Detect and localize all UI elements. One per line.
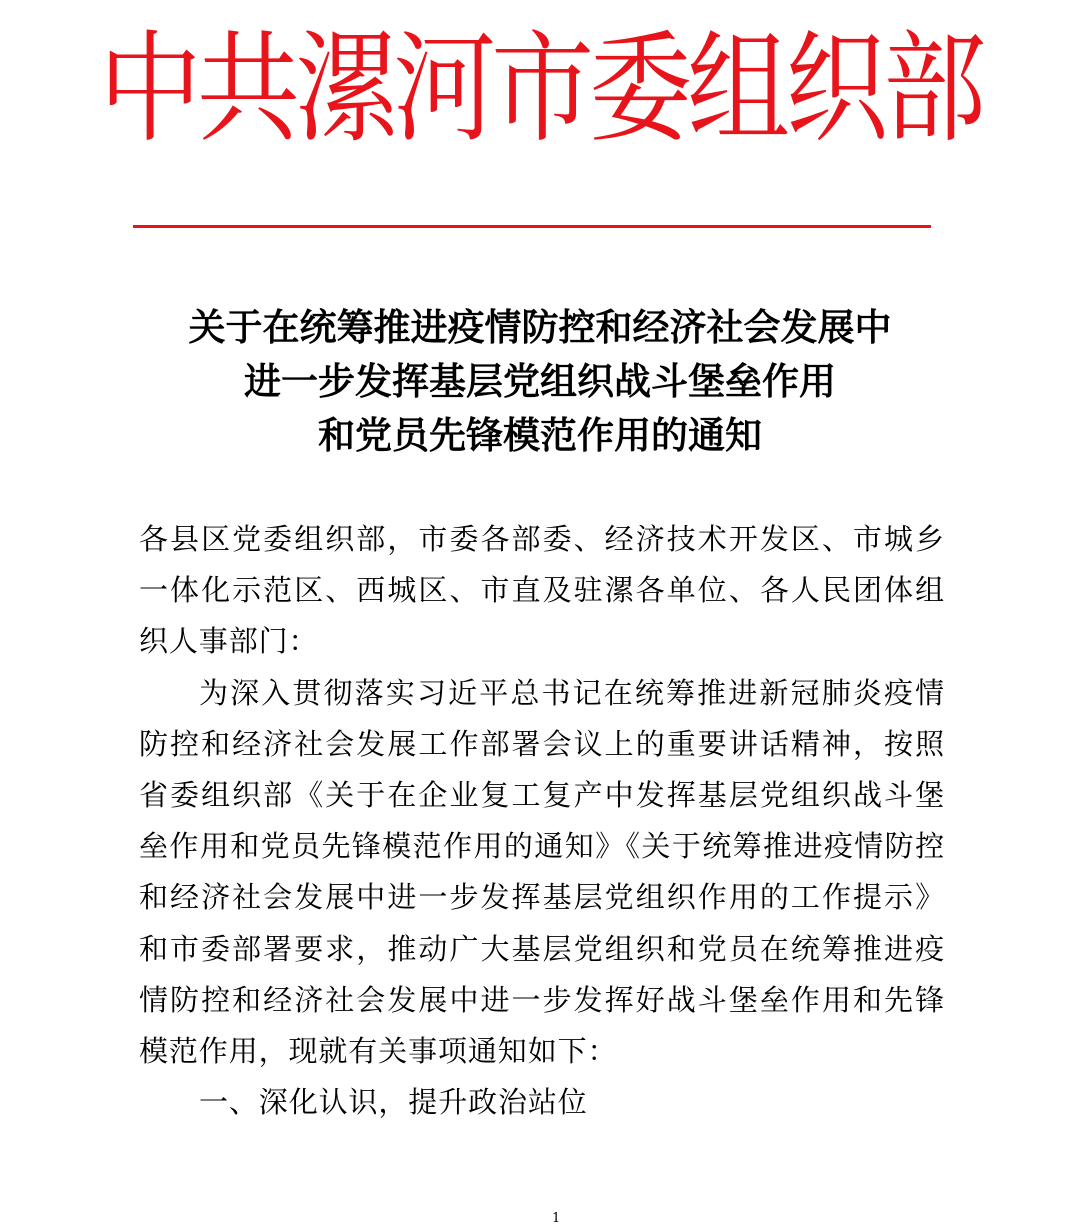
title-line-2: 进一步发挥基层党组织战斗堡垒作用 <box>244 359 836 403</box>
section-heading-1: 一、深化认识，提升政治站位 <box>199 1085 588 1120</box>
masthead-org-name: 中共漯河市委组织部 <box>98 20 982 159</box>
title-line-3: 和党员先锋模范作用的通知 <box>318 413 762 457</box>
page-number: 1 <box>552 1211 561 1226</box>
title-line-1: 关于在统筹推进疫情防控和经济社会发展中 <box>188 305 892 349</box>
addressee-paragraph: 各县区党委组织部，市委各部委、经济技术开发区、市城乡一体化示范区、西城区、市直及驻漯各单位、各人民团体组织人事部门： <box>139 522 945 659</box>
document-body <box>139 514 945 1128</box>
masthead-red-rule <box>133 225 931 228</box>
document-title <box>0 300 1080 462</box>
intro-paragraph: 为深入贯彻落实习近平总书记在统筹推进新冠肺炎疫情防控和经济社会发展工作部署会议上的重要讲话精神，按照省委组织部《关于在企业复工复产中发挥基层党组织战斗堡垒作用和党员先锋模范作用的通知》《关于统筹推进疫情防控和经济社会发展中进一步发挥基层党组织作用的工作提示》和市委部署要求，推动广大基层党组织和党员在统筹推进疫情防控和经济社会发展中进一步发挥好战斗堡垒作用和先锋模范作用，现就有关事项通知如下： <box>139 675 945 1069</box>
